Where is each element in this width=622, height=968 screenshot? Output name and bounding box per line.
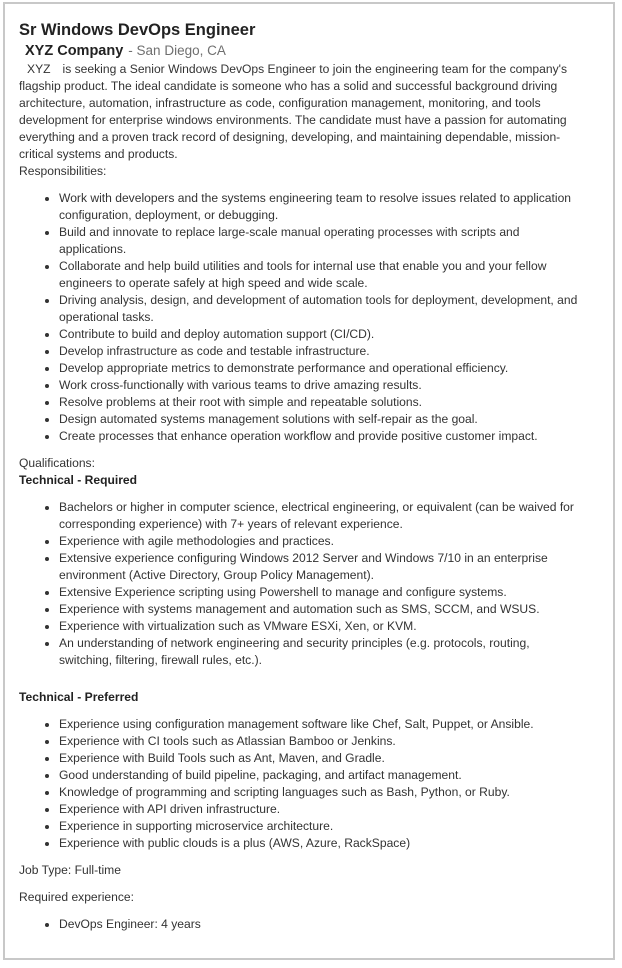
list-item: • Experience with agile methodologies and practices. xyxy=(59,533,579,550)
list-item: • Experience with systems management and automation such as SMS, SCCM, and WSUS. xyxy=(59,601,579,618)
list-item: • An understanding of network engineering and security principles (e.g. protocols, routing, switching, filtering, firewall rules, etc.). xyxy=(59,635,579,669)
responsibilities-list xyxy=(19,190,579,445)
list-item: • Experience using configuration management software like Chef, Salt, Puppet, or Ansible. xyxy=(59,716,579,733)
list-item: • Driving analysis, design, and development of automation tools for deployment, development, and operational tasks. xyxy=(59,292,579,326)
list-item: • Create processes that enhance operation workflow and provide positive customer impact. xyxy=(59,428,579,445)
qualifications-label: Qualifications: xyxy=(19,456,95,470)
list-item: • Experience with Build Tools such as Ant, Maven, and Gradle. xyxy=(59,750,579,767)
preferred-list xyxy=(19,716,579,852)
list-item: • Extensive experience configuring Windows 2012 Server and Windows 7/10 in an enterprise environment (Active Directory, Group Policy Management). xyxy=(59,550,579,584)
list-item: • Experience with public clouds is a plus (AWS, Azure, RackSpace) xyxy=(59,835,579,852)
list-item: • Resolve problems at their root with simple and repeatable solutions. xyxy=(59,394,579,411)
job-title: Sr Windows DevOps Engineer xyxy=(19,21,256,39)
list-item: • Design automated systems management solutions with self-repair as the goal. xyxy=(59,411,579,428)
list-item: • Build and innovate to replace large-scale manual operating processes with scripts and applications. xyxy=(59,224,579,258)
required-experience-label: Required experience: xyxy=(19,890,134,904)
intro-text: is seeking a Senior Windows DevOps Engineer to join the engineering team for the company's flagship product. The ideal candidate is someone who has a solid and successful background driving architecture, automation, infrastructure as code, configuration management, monitoring, and tools development for enterprise windows environments. The candidate must have a passion for automating everything and a proven track record of designing, developing, and maintaining dependable, mission-critical systems and products. xyxy=(19,62,568,161)
required-heading: Technical - Required xyxy=(19,473,138,487)
list-item: • DevOps Engineer: 4 years xyxy=(59,916,579,933)
list-item: • Bachelors or higher in computer science, electrical engineering, or equivalent (can be waived for corresponding experience) with 7+ years of relevant experience. xyxy=(59,499,579,533)
list-item: • Experience in supporting microservice architecture. xyxy=(59,818,579,835)
preferred-heading: Technical - Preferred xyxy=(19,690,139,704)
list-item: • Contribute to build and deploy automation support (CI/CD). xyxy=(59,326,579,343)
list-item: • Develop appropriate metrics to demonstrate performance and operational efficiency. xyxy=(59,360,579,377)
list-item: • Collaborate and help build utilities and tools for internal use that enable you and your fellow engineers to operate safely at high speed and wide scale. xyxy=(59,258,579,292)
job-type: Job Type: Full-time xyxy=(19,863,121,877)
list-item: • Work with developers and the systems engineering team to resolve issues related to application configuration, deployment, or debugging. xyxy=(59,190,579,224)
list-item: • Experience with CI tools such as Atlassian Bamboo or Jenkins. xyxy=(59,733,579,750)
required-list xyxy=(19,499,579,669)
list-item: • Work cross-functionally with various teams to drive amazing results. xyxy=(59,377,579,394)
intro-company: XYZ xyxy=(27,62,51,76)
list-item: • Experience with API driven infrastructure. xyxy=(59,801,579,818)
intro-paragraph xyxy=(19,61,579,163)
list-item: • Extensive Experience scripting using Powershell to manage and configure systems. xyxy=(59,584,579,601)
list-item: • Develop infrastructure as code and testable infrastructure. xyxy=(59,343,579,360)
list-item: • Knowledge of programming and scripting languages such as Bash, Python, or Ruby. xyxy=(59,784,579,801)
job-posting xyxy=(19,20,579,943)
list-item: • Good understanding of build pipeline, packaging, and artifact management. xyxy=(59,767,579,784)
company-line xyxy=(25,41,579,61)
responsibilities-label: Responsibilities: xyxy=(19,164,107,178)
required-experience-list xyxy=(19,916,579,933)
job-location: - San Diego, CA xyxy=(128,43,226,58)
list-item: • Experience with virtualization such as VMware ESXi, Xen, or KVM. xyxy=(59,618,579,635)
company-name: XYZ Company xyxy=(25,43,124,59)
